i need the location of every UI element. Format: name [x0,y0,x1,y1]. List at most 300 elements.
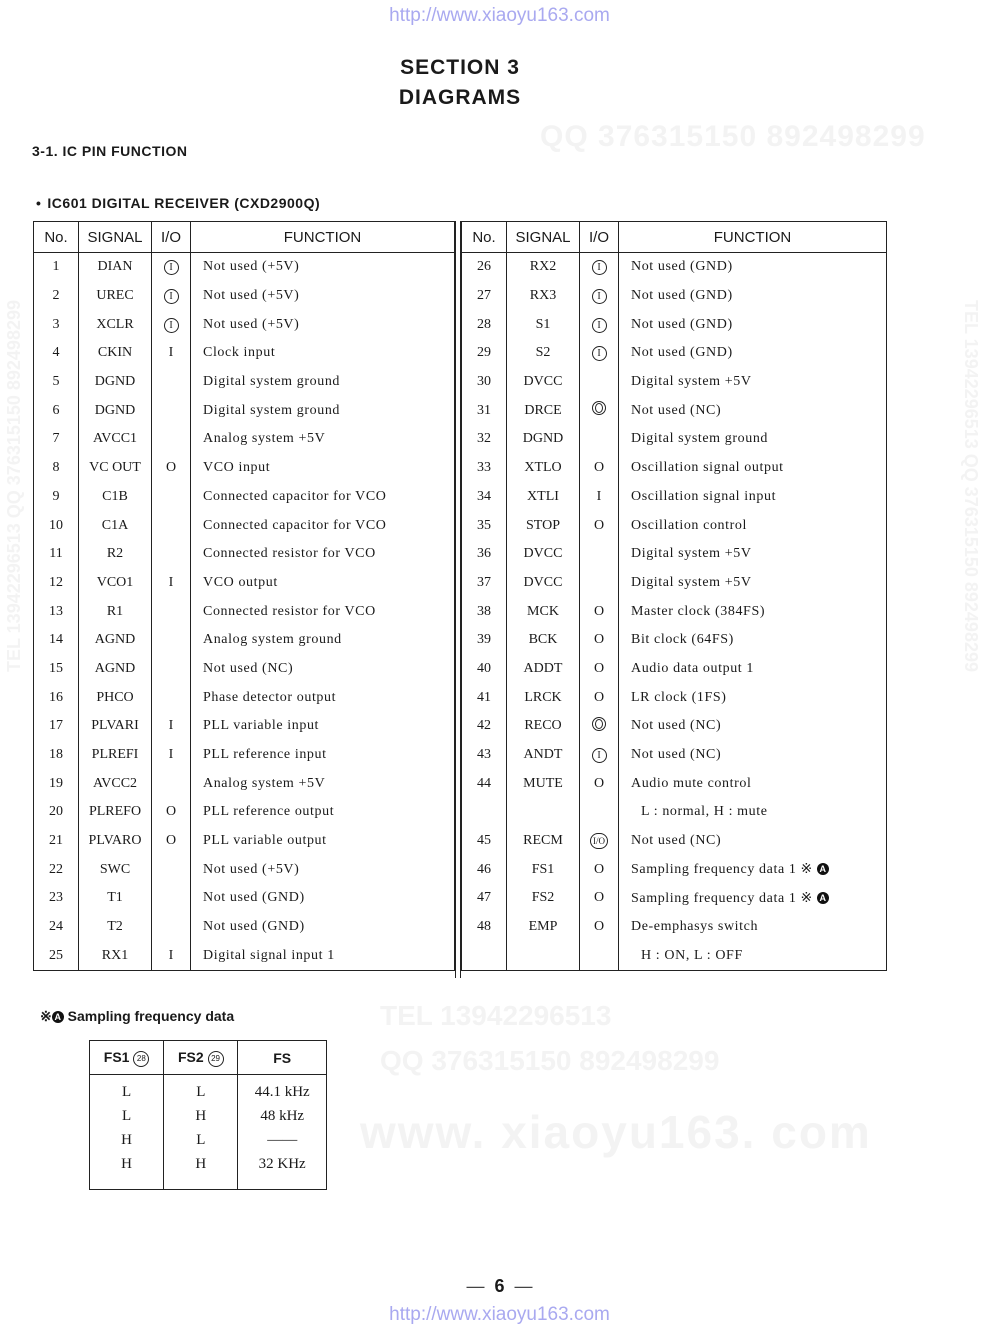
pin-number: 24 [34,913,79,942]
signal-name: PLVARO [79,827,152,856]
function-text: Not used (NC) [203,660,294,676]
fs-cell-fs1: H [90,1128,164,1152]
signal-name: DVCC [507,569,580,598]
io-value: O [593,632,605,648]
signal-name: XTLI [507,483,580,512]
io-type [152,942,191,971]
function-text: Clock input [203,345,276,361]
function-text: Phase detector output [203,689,337,705]
pin-function [619,511,887,540]
pin-number: 20 [34,798,79,827]
signal-name [507,942,580,971]
dash-right: — [514,1276,533,1296]
pin-number: 16 [34,683,79,712]
io-value: I [168,947,174,963]
pin-number: 4 [34,339,79,368]
col-no: No. [462,222,507,253]
fs-cell-fs1: L [90,1104,164,1128]
pin-function [619,569,887,598]
pin-number: 31 [462,396,507,425]
pin-function [191,683,455,712]
signal-name: MUTE [507,769,580,798]
pin-number: 42 [462,712,507,741]
io-type [580,683,619,712]
function-text: LR clock (1FS) [631,689,727,705]
signal-name: DIAN [79,253,152,282]
fs-row [90,1104,327,1128]
pin-function [191,884,455,913]
pin-function [191,913,455,942]
io-type [152,798,191,827]
signal-name: R1 [79,597,152,626]
fs-cell-fs: —— [238,1128,327,1152]
signal-name: RX2 [507,253,580,282]
page-number-value: 6 [494,1276,505,1296]
table-row [462,769,887,798]
circled-i-icon: I [164,318,179,333]
function-text: L : normal, H : mute [641,804,768,820]
io-type [580,913,619,942]
table-row [34,942,455,971]
function-text: Not used (GND) [631,316,733,332]
io-value: I [168,718,174,734]
ref-a-icon: A [817,863,829,875]
page-number [0,1276,999,1297]
col-fs2 [164,1041,238,1075]
function-text: Analog system ground [203,632,342,648]
signal-name: STOP [507,511,580,540]
function-text: De-emphasys switch [631,919,759,935]
double-circled-o-icon [592,401,606,415]
double-circled-o-icon [592,717,606,731]
bullet: • [36,195,42,211]
io-type [580,655,619,684]
io-type [580,540,619,569]
io-type [152,511,191,540]
pin-function [619,483,887,512]
pin-number: 12 [34,569,79,598]
reference-mark: ※ [40,1008,52,1024]
function-text: Analog system +5V [203,431,326,447]
signal-name: FS2 [507,884,580,913]
pin-function [619,942,887,971]
pin-number: 3 [34,310,79,339]
io-type [580,741,619,770]
pin-function [619,741,887,770]
pin-28-icon: 28 [133,1051,149,1067]
pin-function [619,425,887,454]
signal-name: EMP [507,913,580,942]
signal-name: AGND [79,655,152,684]
circled-i-icon: I [592,318,607,333]
signal-name: RECM [507,827,580,856]
function-text: Digital system +5V [631,374,752,390]
signal-name: S2 [507,339,580,368]
io-type [152,569,191,598]
circled-io-icon: I/O [590,833,608,849]
io-type [580,827,619,856]
function-text: PLL variable output [203,833,327,849]
table-row [34,655,455,684]
pin-function [191,253,455,282]
function-text: Audio data output 1 [631,660,754,676]
function-text: Connected capacitor for VCO [203,517,387,533]
pin-number: 18 [34,741,79,770]
signal-name: DGND [507,425,580,454]
io-value: O [593,660,605,676]
table-row [462,454,887,483]
table-row [34,396,455,425]
pin-function [191,942,455,971]
pin-number: 30 [462,368,507,397]
circled-i-icon: I [164,260,179,275]
io-type [152,683,191,712]
watermark-vertical-left: TEL 13942296513 QQ 376315150 892498299 [4,300,24,672]
table-row [462,253,887,282]
function-text: Connected resistor for VCO [203,546,376,562]
io-type [152,884,191,913]
pin-number: 44 [462,769,507,798]
io-value: O [593,517,605,533]
pin-number: 26 [462,253,507,282]
io-value: I [168,747,174,763]
io-value: O [593,603,605,619]
io-type [152,769,191,798]
table-row [34,540,455,569]
pin-number: 40 [462,655,507,684]
function-text: VCO input [203,460,271,476]
io-value: I [168,345,174,361]
section-number: SECTION 3 [400,56,520,79]
function-text: Not used (NC) [631,718,722,734]
io-type [580,884,619,913]
function-text: Master clock (384FS) [631,603,766,619]
signal-name: ADDT [507,655,580,684]
io-type [580,855,619,884]
signal-name: LRCK [507,683,580,712]
function-text: Not used (GND) [203,890,305,906]
function-text: Oscillation control [631,517,747,533]
pin-number: 37 [462,569,507,598]
pin-number: 1 [34,253,79,282]
signal-name: FS1 [507,855,580,884]
pin-function [191,282,455,311]
signal-name: DGND [79,396,152,425]
fs-cell-fs2: L [164,1075,238,1105]
io-value: O [165,804,177,820]
ic-title: IC601 DIGITAL RECEIVER (CXD2900Q) [47,195,321,211]
io-type [152,855,191,884]
io-type [580,253,619,282]
watermark-url-top: http://www.xiaoyu163.com [389,5,610,26]
io-value: I [168,574,174,590]
watermark-vertical-right: TEL 13942296513 QQ 376315150 892498299 [961,300,981,672]
pin-function [191,425,455,454]
signal-name: PLREFI [79,741,152,770]
col-no: No. [34,222,79,253]
table-row [34,339,455,368]
io-type [152,454,191,483]
table-row [34,913,455,942]
pin-function [619,712,887,741]
pin-function [619,655,887,684]
function-text: PLL variable input [203,718,320,734]
table-row [34,626,455,655]
pin-function [619,339,887,368]
table-row [462,683,887,712]
pin-function [619,253,887,282]
io-type [152,655,191,684]
function-text: Not used (NC) [631,747,722,763]
io-type [580,798,619,827]
table-row [34,741,455,770]
pin-table-left [33,221,455,971]
table-row [462,282,887,311]
io-type [152,540,191,569]
pin-number: 19 [34,769,79,798]
io-type [580,483,619,512]
signal-name: RECO [507,712,580,741]
table-row [34,827,455,856]
pin-function [191,855,455,884]
fs-header-row [90,1041,327,1075]
table-row [34,483,455,512]
table-row [462,884,887,913]
pin-number: 39 [462,626,507,655]
signal-name: XCLR [79,310,152,339]
function-text: Not used (NC) [631,402,722,418]
io-type [580,368,619,397]
section-title: DIAGRAMS [398,86,522,109]
pin-number: 14 [34,626,79,655]
signal-name: DVCC [507,540,580,569]
io-value: O [593,689,605,705]
pin-function [619,884,887,913]
pin-number: 27 [462,282,507,311]
table-row [34,454,455,483]
signal-name: C1B [79,483,152,512]
pin-function [619,282,887,311]
circled-i-icon: I [592,346,607,361]
io-type [152,310,191,339]
signal-name [507,798,580,827]
signal-name: DGND [79,368,152,397]
table-row [34,425,455,454]
ic-heading [36,195,320,211]
io-type [580,597,619,626]
pin-number: 25 [34,942,79,971]
pin-number [462,942,507,971]
io-value: O [593,890,605,906]
pin-number: 46 [462,855,507,884]
pin-number: 38 [462,597,507,626]
fs-cell-fs1: L [90,1075,164,1105]
signal-name: VCO1 [79,569,152,598]
function-text: Not used (+5V) [203,861,300,877]
io-value: I [596,488,602,504]
signal-name: PLVARI [79,712,152,741]
function-text: Audio mute control [631,775,752,791]
pin-function [191,339,455,368]
pin-number: 48 [462,913,507,942]
signal-name: AVCC2 [79,769,152,798]
io-type [580,569,619,598]
pin-number: 17 [34,712,79,741]
pin-number: 7 [34,425,79,454]
function-text: Not used (GND) [631,345,733,361]
signal-name: RX3 [507,282,580,311]
circled-i-icon: I [164,289,179,304]
pin-function [191,368,455,397]
pin-function [619,310,887,339]
signal-name: UREC [79,282,152,311]
io-value: O [593,919,605,935]
fs-row [90,1075,327,1105]
table-row [34,769,455,798]
table-row [34,712,455,741]
signal-name: S1 [507,310,580,339]
io-type [152,253,191,282]
pin-number: 11 [34,540,79,569]
pin-function [619,454,887,483]
table-row [462,913,887,942]
fs-cell-fs: 32 KHz [238,1152,327,1190]
pin-function [619,798,887,827]
table-row [34,282,455,311]
pin-number: 8 [34,454,79,483]
pin-function [191,597,455,626]
sampling-frequency-table [89,1040,327,1190]
table-row [462,798,887,827]
pin-function [619,540,887,569]
table-header-row [34,222,455,253]
function-text: Bit clock (64FS) [631,632,734,648]
pin-number: 29 [462,339,507,368]
function-text: Not used (GND) [631,288,733,304]
col-fs2-label: FS2 [177,1048,204,1065]
pin-function [619,597,887,626]
pin-number: 23 [34,884,79,913]
pin-number: 21 [34,827,79,856]
table-row [34,368,455,397]
pin-number: 15 [34,655,79,684]
watermark-qq-mid: QQ 376315150 892498299 [380,1045,720,1076]
pin-function [619,913,887,942]
signal-name: BCK [507,626,580,655]
io-type [580,454,619,483]
subsection-heading: 3-1. IC PIN FUNCTION [32,143,188,159]
function-text: Not used (+5V) [203,259,300,275]
pin-function [619,396,887,425]
fs-cell-fs2: H [164,1152,238,1190]
pin-function [191,827,455,856]
function-text: Not used (+5V) [203,316,300,332]
io-type [152,282,191,311]
pin-number: 22 [34,855,79,884]
io-type [580,712,619,741]
function-text: Not used (GND) [631,259,733,275]
table-row [462,855,887,884]
signal-name: DRCE [507,396,580,425]
sampling-frequency-heading [40,1008,234,1025]
pin-number: 47 [462,884,507,913]
fs-cell-fs: 44.1 kHz [238,1075,327,1105]
table-row [462,597,887,626]
function-text: H : ON, L : OFF [641,947,743,963]
fs-cell-fs1: H [90,1152,164,1190]
pin-function [191,396,455,425]
table-row [34,855,455,884]
ref-a-icon: A [52,1011,64,1023]
signal-name: T2 [79,913,152,942]
col-fs1 [90,1041,164,1075]
pin-function [191,655,455,684]
function-text: Digital system +5V [631,546,752,562]
table-row [34,884,455,913]
pin-function [191,741,455,770]
io-type [152,339,191,368]
pin-number: 32 [462,425,507,454]
io-type [152,827,191,856]
io-type [580,626,619,655]
pin-function [191,769,455,798]
io-type [152,425,191,454]
table-row [34,310,455,339]
pin-function [191,798,455,827]
function-text: Connected capacitor for VCO [203,488,387,504]
fs-row [90,1152,327,1190]
pin-function [619,683,887,712]
watermark-tel-mid: TEL 13942296513 [380,1000,612,1031]
signal-name: DVCC [507,368,580,397]
io-type [152,626,191,655]
table-row [34,597,455,626]
table-row [462,827,887,856]
signal-name: RX1 [79,942,152,971]
signal-name: PHCO [79,683,152,712]
table-row [462,511,887,540]
table-row [34,569,455,598]
col-fs1-label: FS1 [103,1048,130,1065]
pin-function [191,540,455,569]
pin-number: 35 [462,511,507,540]
io-type [580,511,619,540]
io-type [152,483,191,512]
table-row [34,683,455,712]
pin-29-icon: 29 [208,1051,224,1067]
io-type [152,741,191,770]
col-function: FUNCTION [191,222,455,253]
col-function: FUNCTION [619,222,887,253]
pin-function [191,483,455,512]
pin-number: 45 [462,827,507,856]
function-text: Sampling frequency data 1 ※ [631,862,813,878]
io-type [580,310,619,339]
pin-function [191,712,455,741]
pin-number: 33 [462,454,507,483]
io-type [152,597,191,626]
table-row [462,339,887,368]
io-type [152,913,191,942]
pin-function-table [33,221,888,978]
circled-i-icon: I [592,260,607,275]
function-text: Not used (NC) [631,833,722,849]
table-row [462,310,887,339]
signal-name: R2 [79,540,152,569]
pin-number: 28 [462,310,507,339]
pin-function [191,569,455,598]
function-text: Digital system +5V [631,574,752,590]
